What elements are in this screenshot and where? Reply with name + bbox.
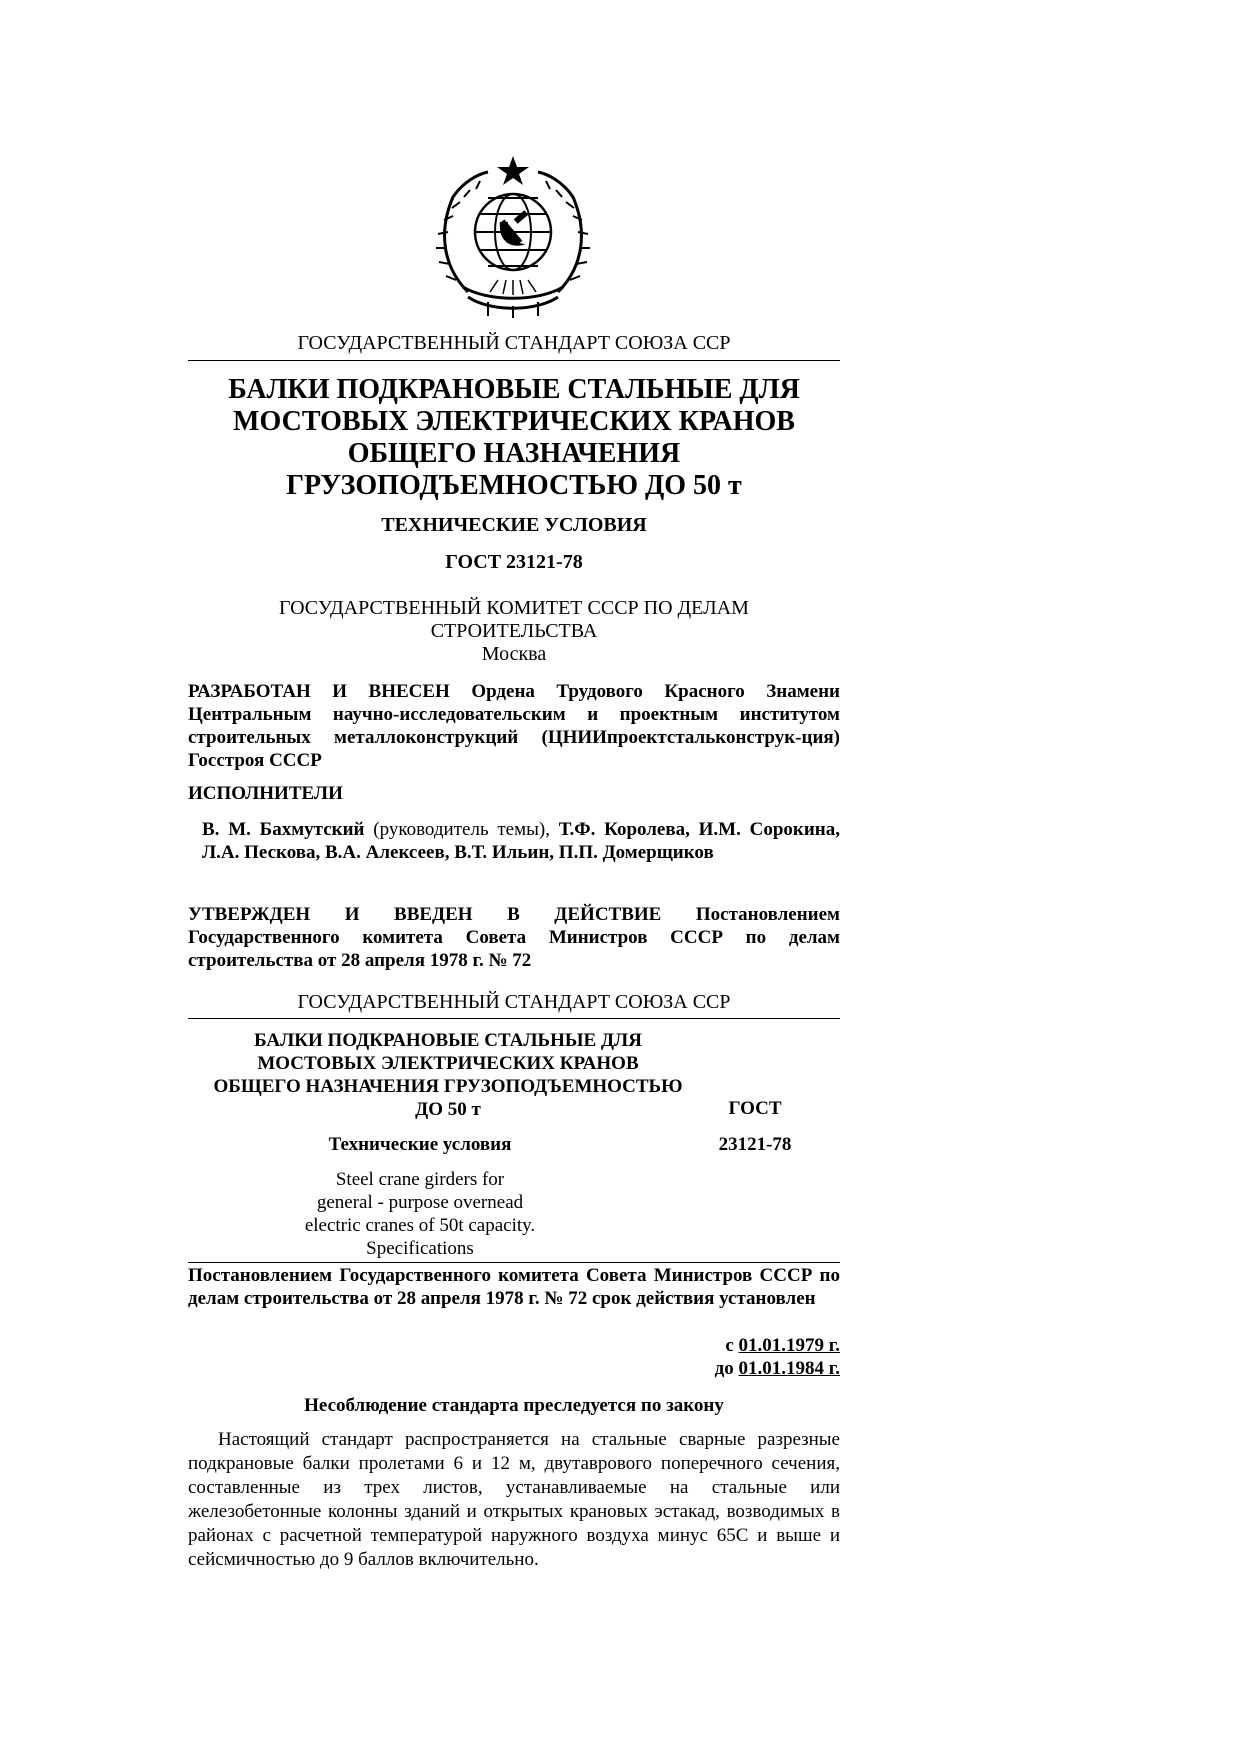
approved-paragraph: УТВЕРЖДЕН И ВВЕДЕН В ДЕЙСТВИЕ Постановлением Государственного комитета Совета Министров СССР по делам строительства от 28 апреля 1978 г. № 72 bbox=[188, 904, 840, 971]
from-date: 01.01.1979 г. bbox=[738, 1335, 840, 1356]
english-line: general - purpose overnead bbox=[316, 1192, 524, 1213]
english-line: Steel crane girders for bbox=[335, 1169, 505, 1190]
term-paragraph: Постановлением Государственного комитета Совета Министров СССР по делам строительства от 28 апреля 1978 г. № 72 срок действия установлен bbox=[188, 1265, 840, 1309]
english-line: electric cranes of 50t capacity. bbox=[304, 1215, 536, 1236]
date-from: с 01.01.1979 г. bbox=[725, 1335, 840, 1356]
title-line: ОБЩЕГО НАЗНАЧЕНИЯ ГРУЗОПОДЪЕМНОСТЬЮ bbox=[213, 1076, 683, 1097]
executor-lead: В. М. Бахмутский bbox=[202, 819, 365, 840]
date-to: до 01.01.1984 г. bbox=[714, 1358, 840, 1379]
title-line: МОСТОВЫХ ЭЛЕКТРИЧЕСКИХ КРАНОВ bbox=[257, 1053, 639, 1074]
gost-number: ГОСТ 23121-78 bbox=[445, 551, 583, 573]
document-subtitle: ТЕХНИЧЕСКИЕ УСЛОВИЯ bbox=[381, 514, 647, 536]
english-title bbox=[270, 1168, 570, 1260]
state-standard-heading: ГОСУДАРСТВЕННЫЙ СТАНДАРТ СОЮЗА ССР bbox=[297, 332, 731, 354]
law-notice: Несоблюдение стандарта преследуется по закону bbox=[304, 1395, 724, 1416]
ussr-emblem-icon bbox=[428, 152, 598, 322]
title-line: МОСТОВЫХ ЭЛЕКТРИЧЕСКИХ КРАНОВ bbox=[233, 406, 795, 437]
title-line: ГРУЗОПОДЪЕМНОСТЬЮ ДО 50 т bbox=[286, 470, 742, 501]
developed-paragraph: РАЗРАБОТАН И ВНЕСЕН Ордена Трудового Красного Знамени Центральным научно-исследовательским и проектным институтом строительных металлоконструкций (ЦНИИпроектстальконструк-ция) Госстроя СССР bbox=[188, 681, 840, 771]
committee-line: ГОСУДАРСТВЕННЫЙ КОМИТЕТ СССР ПО ДЕЛАМ bbox=[279, 597, 749, 619]
title-line: БАЛКИ ПОДКРАНОВЫЕ СТАЛЬНЫЕ ДЛЯ bbox=[228, 374, 800, 405]
committee-block bbox=[188, 597, 840, 666]
validity-dates bbox=[188, 1334, 840, 1380]
title-line: ОБЩЕГО НАЗНАЧЕНИЯ bbox=[347, 438, 681, 469]
tech-conditions: Технические условия bbox=[328, 1134, 512, 1155]
state-standard-heading-2: ГОСУДАРСТВЕННЫЙ СТАНДАРТ СОЮЗА ССР bbox=[297, 991, 731, 1013]
title-line: ДО 50 т bbox=[415, 1099, 481, 1120]
executors-list: Т.Ф. Королева, И.М. Сорокина, Л.А. Пескова, В.А. Алексеев, В.Т. Ильин, П.П. Домерщиков bbox=[202, 819, 840, 863]
divider bbox=[188, 1262, 840, 1263]
executors-heading: ИСПОЛНИТЕЛИ bbox=[188, 783, 343, 804]
document-title bbox=[188, 374, 840, 502]
executors-paragraph bbox=[202, 818, 840, 864]
to-date: 01.01.1984 г. bbox=[738, 1358, 840, 1379]
executor-role: (руководитель темы), bbox=[364, 819, 559, 840]
english-line: Specifications bbox=[366, 1238, 474, 1259]
city: Москва bbox=[481, 643, 547, 665]
title-line: БАЛКИ ПОДКРАНОВЫЕ СТАЛЬНЫЕ ДЛЯ bbox=[254, 1030, 642, 1051]
gost-number-2: 23121-78 bbox=[718, 1134, 792, 1155]
gost-label: ГОСТ bbox=[728, 1098, 782, 1119]
scope-paragraph: Настоящий стандарт распространяется на стальные сварные разрезные подкрановые балки пролетами 6 и 12 м, двутаврового поперечного сечения, составленные из трех листов, устанавливаемые на стальные или железобетонные колонны зданий и открытых крановых эстакад, возводимых в районах с расчетной температурой наружного воздуха минус 65С и выше и сейсмичностью до 9 баллов включительно. bbox=[188, 1429, 840, 1570]
committee-line: СТРОИТЕЛЬСТВА bbox=[430, 620, 598, 642]
divider bbox=[188, 360, 840, 361]
divider bbox=[188, 1018, 840, 1019]
standard-title bbox=[188, 1029, 708, 1121]
